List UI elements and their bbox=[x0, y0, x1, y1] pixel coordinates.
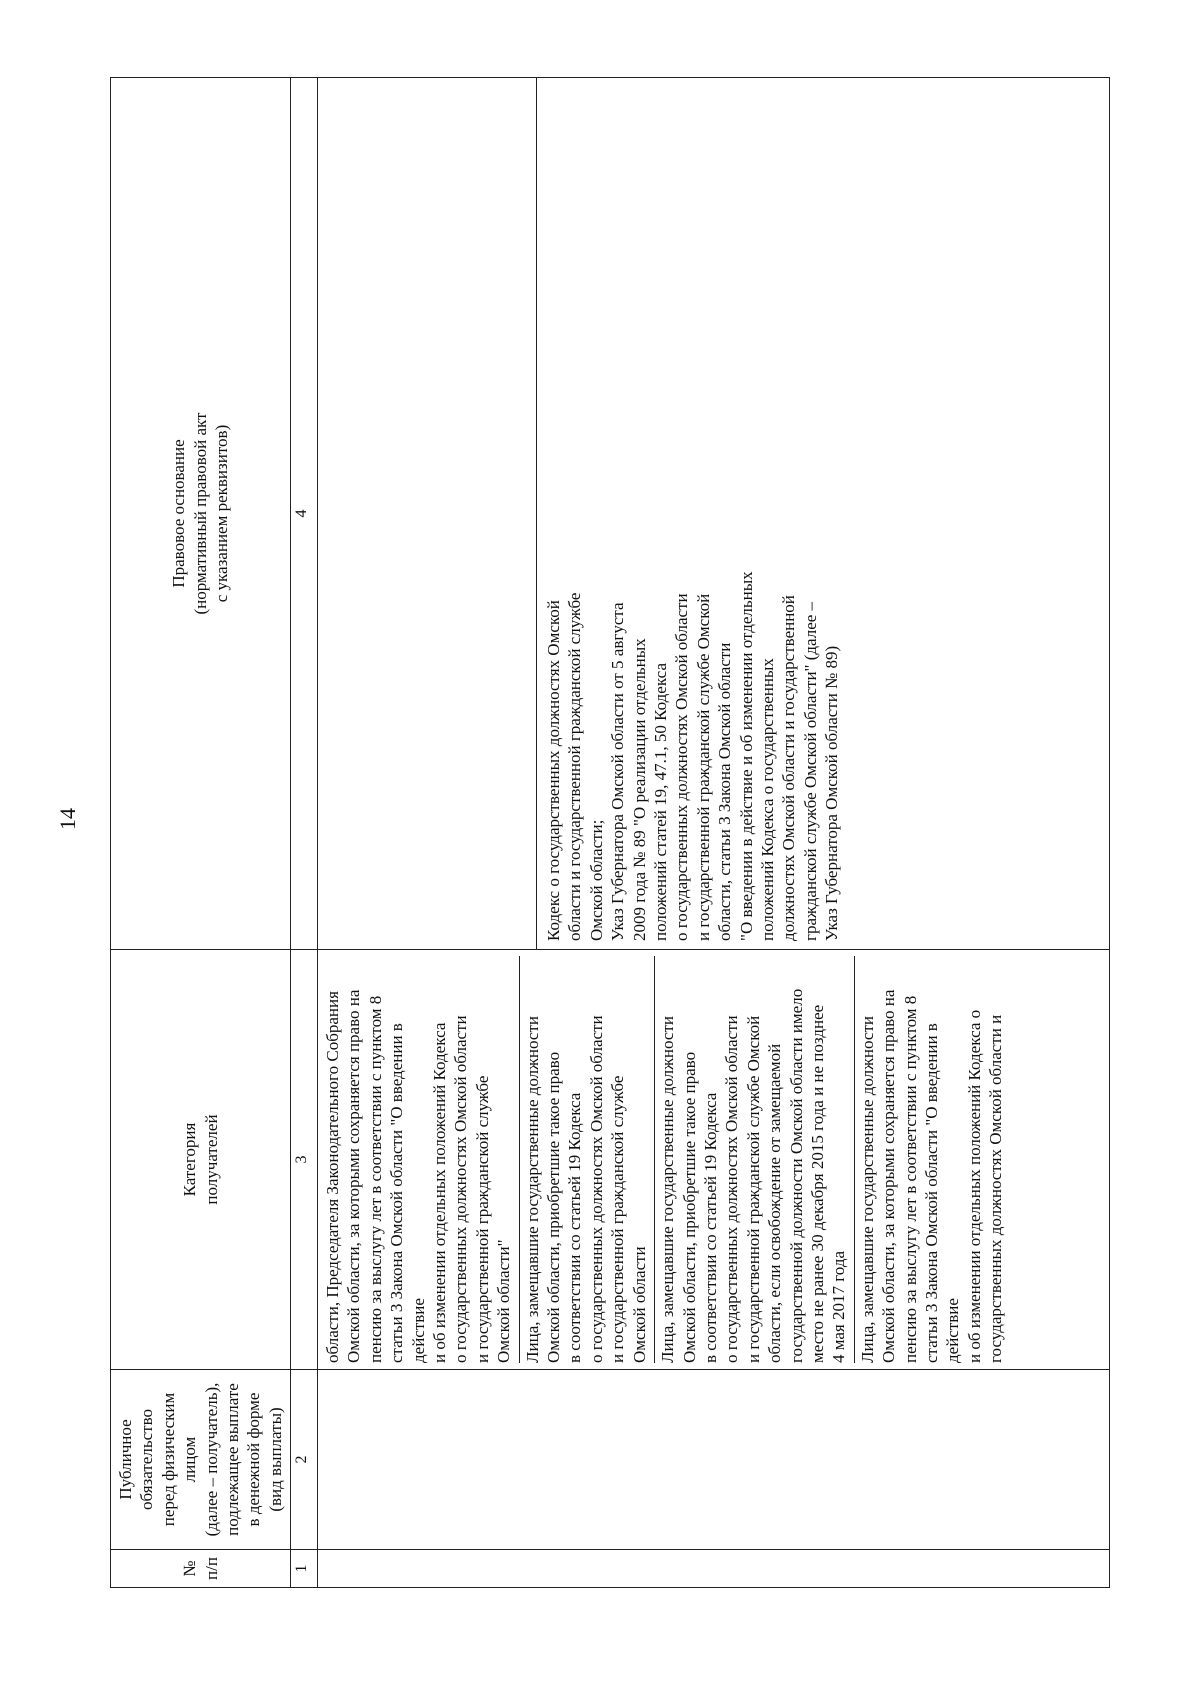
page-number: 14 bbox=[55, 808, 80, 830]
header-legal-basis-text: Правовое основание (нормативный правовой акт с указанием реквизитов) bbox=[169, 412, 232, 615]
index-cell: 1 bbox=[291, 1550, 318, 1588]
category-text: Лица, замещавшие государственные должности Омской области, приобретшие такое право в соответствии со статьей 19 Кодекса о государственных должностях Омской области и государственной гражданской службе Омской области, если освобождение от замещаемой государственной должности Омской области имело место не ранее 30 декабря 2015 года и не позднее 4 мая 2017 года bbox=[658, 988, 849, 1363]
header-number-text: № п/п bbox=[180, 1557, 221, 1580]
header-row bbox=[111, 78, 291, 1588]
category-entry bbox=[520, 956, 655, 1363]
payments-table bbox=[110, 77, 1110, 1588]
category-text: Лица, замещавшие государственные должности Омской области, приобретшие такое право в соответствии со статьей 19 Кодекса о государственных должностях Омской области и государственной гражданской службе Омской области bbox=[522, 1015, 649, 1363]
obligation-cell bbox=[318, 1370, 1110, 1550]
legal-basis-text: Кодекс о государственных должностях Омской области и государственной гражданской службе Омской области; Указ Губернатора Омской области от 5 августа 2009 года № 89 "О реализации отдельных положений статей 19, 47.1, 50 Кодекса о государственных должностях Омской области и государственной гражданской службе Омской области, статьи 3 Закона Омской области "О введении в действие и об изменении отдельных положений Кодекса о государственных должностях Омской области и государственной гражданской службе Омской области" (далее – Указ Губернатора Омской области № 89) bbox=[544, 571, 842, 941]
category-entry bbox=[320, 956, 520, 1363]
category-entry bbox=[655, 956, 855, 1363]
table-row bbox=[318, 78, 1110, 1588]
legal-basis-cell bbox=[318, 78, 1110, 950]
number-cell bbox=[318, 1550, 1110, 1588]
header-number bbox=[111, 1550, 291, 1588]
header-category-text: Категория получателей bbox=[180, 1114, 221, 1205]
rotated-table-sheet bbox=[110, 78, 1110, 1588]
category-entry bbox=[855, 956, 1011, 1363]
category-text: Лица, замещавшие государственные должности Омской области, за которыми сохраняется право на пенсию за выслугу лет в соответствии с пунктом 8 статьи 3 Закона Омской области "О введении в действие и об изменении отдельных положений Кодекса о государственных должностях Омской области и bbox=[857, 989, 1006, 1363]
index-cell: 3 bbox=[291, 950, 318, 1370]
header-legal-basis bbox=[111, 78, 291, 950]
index-cell: 4 bbox=[291, 78, 318, 950]
header-obligation bbox=[111, 1370, 291, 1550]
header-category bbox=[111, 950, 291, 1370]
index-cell: 2 bbox=[291, 1370, 318, 1550]
category-cell bbox=[318, 950, 1110, 1370]
legal-basis-empty bbox=[318, 78, 537, 949]
header-obligation-text: Публичное обязательство перед физическим лицом (далее – получатель), подлежащее выплате в денежной форме (вид выплаты) bbox=[115, 1382, 285, 1537]
category-text: области, Председателя Законодательного Собрания Омской области, за которыми сохраняется право на пенсию за выслугу лет в соответствии с пунктом 8 статьи 3 Закона Омской области "О введении в действие и об изменении отдельных положений Кодекса о государственных должностях Омской области и государственной гражданской службе Омской области" bbox=[323, 989, 514, 1363]
column-index-row bbox=[291, 78, 318, 1588]
